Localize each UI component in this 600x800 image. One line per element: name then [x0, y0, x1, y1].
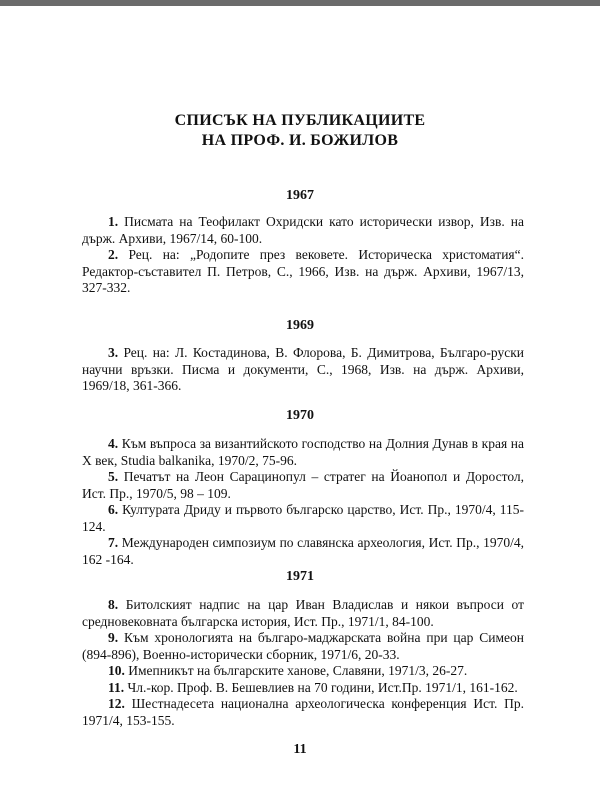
entry-number: 11.	[108, 679, 125, 695]
publication-entry	[82, 247, 524, 297]
publication-entry	[82, 214, 524, 247]
entries-1971	[82, 597, 524, 729]
publication-entry	[82, 469, 524, 502]
entry-text: Чл.-кор. Проф. В. Бешевлиев на 70 години, Ист.Пр. 1971/1, 161-162.	[127, 679, 518, 695]
entry-text: Рец. на: Л. Костадинова, В. Флорова, Б. Димитрова, Българо-руски научни връзки. Писма и документи, С., 1968, Изв. на държ. Архиви, 1969/18, 361-366.	[82, 345, 524, 393]
year-heading-1967: 1967	[286, 188, 314, 203]
entry-text: Писмата на Теофилакт Охридски като исторически извор, Изв. на държ. Архиви, 1967/14, 60-100.	[82, 214, 525, 246]
entries-1967	[82, 214, 524, 297]
year-heading-1970: 1970	[286, 408, 314, 423]
publication-entry	[82, 680, 524, 697]
page-number: 11	[293, 742, 307, 757]
entry-number: 2.	[108, 247, 119, 262]
entry-number: 4.	[108, 436, 119, 451]
entry-text: Към хронологията на българо-маджарската война при цар Симеон (894-896), Военно-исторически сборник, 1971/6, 20-33.	[82, 630, 524, 662]
page-title-line-1: СПИСЪК НА ПУБЛИКАЦИИТЕ	[174, 112, 426, 129]
entry-number: 9.	[108, 630, 119, 645]
entry-number: 8.	[108, 597, 119, 612]
publication-entry	[82, 663, 524, 680]
entry-number: 1.	[108, 214, 119, 229]
entry-text: Битолският надпис на цар Иван Владислав и някои въпроси от средновековната българска история, Ист. Пр., 1971/1, 84-100.	[82, 597, 524, 629]
entry-number: 3.	[108, 345, 119, 360]
entry-text: Имепникът на българските ханове, Славяни, 1971/3, 26-27.	[128, 663, 468, 678]
entry-number: 6.	[108, 502, 119, 517]
publication-entry	[82, 630, 524, 663]
entries-1970	[82, 436, 524, 568]
entry-text: Шестнадесета национална археологическа конференция Ист. Пр. 1971/4, 153-155.	[82, 696, 524, 728]
year-heading-1969: 1969	[286, 318, 314, 333]
publication-entry	[82, 502, 524, 535]
publication-entry	[82, 436, 524, 469]
entry-text: Рец. на: „Родопите през вековете. Историческа христоматия“. Редактор-съставител П. Петров, С., 1966, Изв. на държ. Архиви, 1967/13, 327-332.	[82, 247, 525, 295]
publication-entry	[82, 535, 524, 568]
entry-text: Печатът на Леон Сарацинопул – стратег на Йоанопол и Доростол, Ист. Пр., 1970/5, 98 – 109.	[82, 469, 525, 501]
entry-text: Културата Дриду и първото българско царство, Ист. Пр., 1970/4, 115-124.	[82, 502, 524, 534]
entry-text: Международен симпозиум по славянска археология, Ист. Пр., 1970/4, 162 -164.	[82, 535, 524, 567]
publication-entry	[82, 597, 524, 630]
publication-entry	[82, 345, 524, 395]
entry-number: 5.	[108, 469, 119, 484]
entry-text: Към въпроса за византийското господство на Долния Дунав в края на X век, Studia balkanika, 1970/2, 75-96.	[82, 436, 525, 468]
entry-number: 7.	[108, 535, 119, 550]
year-heading-1971: 1971	[286, 569, 314, 584]
page-title-line-2: НА ПРОФ. И. БОЖИЛОВ	[201, 132, 399, 149]
entry-number: 10.	[108, 663, 125, 678]
entries-1969	[82, 345, 524, 395]
entry-number: 12.	[108, 696, 125, 711]
publication-entry	[82, 696, 524, 729]
